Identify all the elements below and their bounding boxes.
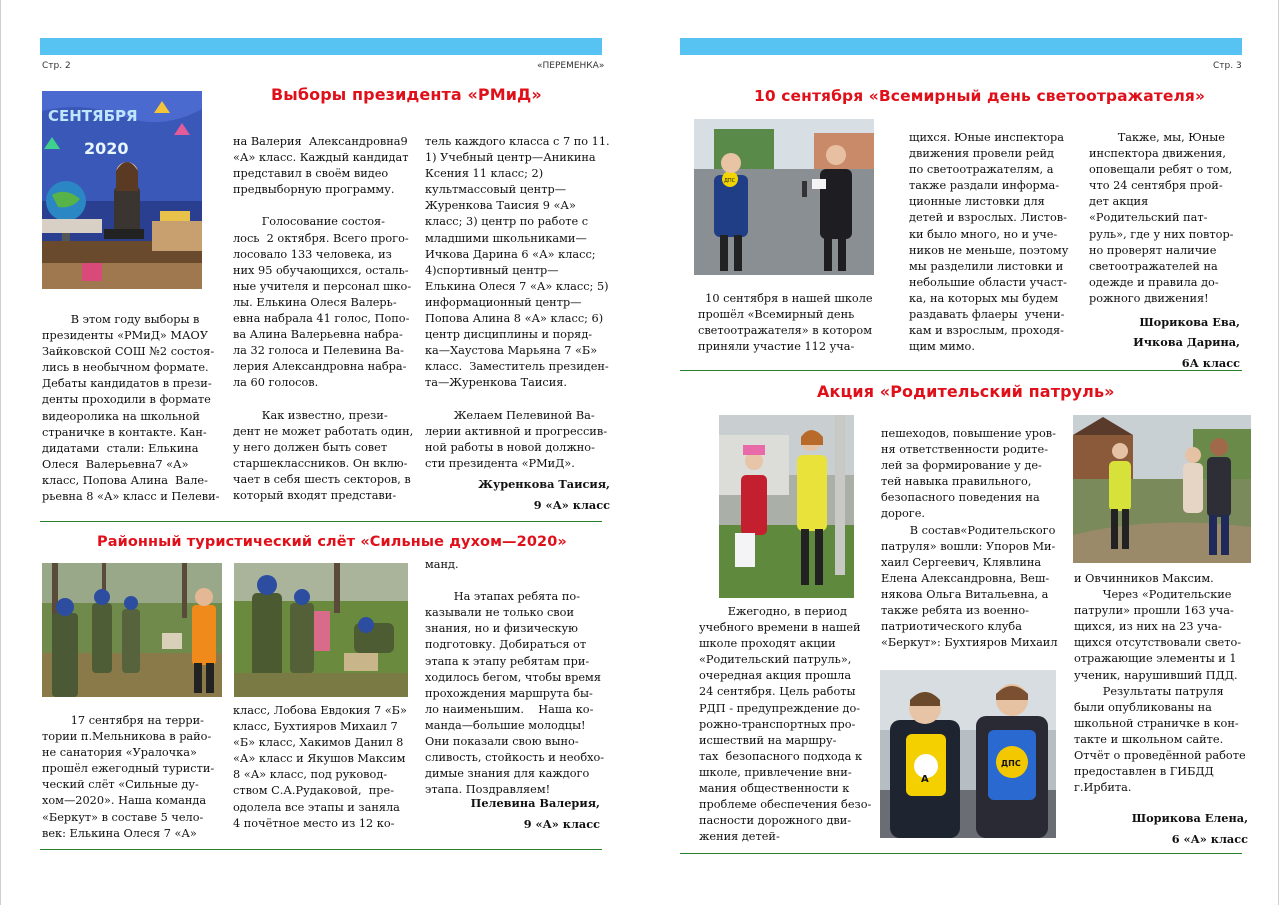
top-accent-bar-right	[680, 38, 1242, 55]
elections-signature-class: 9 «А» класс	[533, 498, 610, 512]
photo-reflector	[694, 119, 874, 275]
reflector-signature-class: 6А класс	[1181, 356, 1240, 370]
reflector-badge-text: ДПС	[724, 178, 736, 184]
reflector-signature-name1: Шорикова Ева,	[1139, 315, 1240, 329]
photo-patrol-2	[1073, 415, 1251, 563]
elections-col1: В этом году выборы в президенты «РМиД» МАОУ Зайковской СОШ №2 состоя- лись в необычном формате. Дебаты кандидатов в прези- денты проходили в формате видеоролика на школьной страничке в контакте. Кан- дидатами стали: Елькина Олеся Валерьевна7 «А» класс, Попова Алина Вале- рьевна 8 «А» класс и Пелеви-	[42, 313, 220, 504]
patrol-badge-dps: ДПС	[1001, 759, 1021, 768]
photo-patrol-1	[719, 415, 854, 598]
photo-patrol-3	[880, 670, 1056, 838]
top-accent-bar-left	[40, 38, 602, 55]
headline-patrol: Акция «Родительский патруль»	[817, 382, 1115, 401]
headline-elections: Выборы президента «РМиД»	[271, 85, 542, 104]
headline-reflector: 10 сентября «Всемирный день светоотражателя»	[754, 87, 1206, 105]
rally-col2: класс, Лобова Евдокия 7 «Б» класс, Бухтияров Михаил 7 «Б» класс, Хакимов Данил 8 «А» класс и Якушов Максим 8 «А» класс, под руковод- ством С.А.Рудаковой, пре- одолела все этапы и заняла 4 почётное место из 12 ко-	[233, 704, 407, 830]
patrol-col1: Ежегодно, в период учебного времени в нашей школе проходят акции «Родительский патруль», очередная акция прошла 24 сентября. Цель работы РДП - предупреждение до- рожно-транспортных про- исшествий на маршру- тах безопасного подхода к школе, привлечение вни- мания общественности к проблеме обеспечения безо- пасности дорожного дви- жения детей-	[699, 605, 872, 844]
elections-signature-name: Журенкова Таисия,	[478, 477, 610, 491]
patrol-col2: пешеходов, повышение уров- ня ответственности родите- лей за формирование у де- тей навыка правильного, безопасного поведения на дороге. В состав«Родительского патруля» вошли: Упоров Ми- хаил Сергеевич, Клявлина Елена Александровна, Веш- някова Ольга Витальевна, а также ребята из военно- патриотического клуба «Беркут»: Бухтияров Михаил	[881, 427, 1058, 650]
photo-year-text: 2020	[84, 139, 129, 158]
elections-col2: на Валерия Александровна9 «А» класс. Каждый кандидат представил в своём видео предвыборную программу. Голосование состоя- лось 2 октября. Всего прого- лосовало 133 человека, из них 95 обучающихся, осталь- ные учителя и персонал шко- лы. Елькина Олеся Валерь- евна набрала 41 голос, Попо- ва Алина Валерьевна набра- ла 32 голоса и Пелевина Ва- лерия Александровна набра- ла 60 голосов. Как известно, прези- дент не может работать один, у него должен быть совет старшеклассников. Он вклю- чает в себя шесть секторов, в который входят представи-	[233, 135, 414, 503]
reflector-col1: 10 сентября в нашей школе прошёл «Всемирный день светоотражателя» в котором приняли участие 112 уча-	[698, 292, 873, 354]
divider-right-2	[680, 853, 1242, 854]
photo-cadets-outdoors-icon	[42, 563, 222, 697]
reflector-col2: щихся. Юные инспектора движения провели рейд по светоотражателям, а также раздали информа- ционные листовки для детей и взрослых. Листов- ки было много, но и уче- ников не меньше, поэтому мы разделили листовки и небольшие области участ- ка, на которых мы будем раздавать флаеры учени- кам и взрослым, проходя- щим мимо.	[909, 131, 1069, 354]
photo-two-boys-vests-icon	[880, 670, 1056, 838]
headline-rally: Районный туристический слёт «Сильные духом—2020»	[97, 534, 567, 550]
rally-col1: 17 сентября на терри- тории п.Мельникова в райо- не санатория «Уралочка» прошёл ежегодный туристи- ческий слёт «Сильные ду- хом—2020». Наша команда «Беркут» в составе 5 чело- век: Елькина Олеся 7 «А»	[42, 714, 215, 840]
photo-parent-and-child-icon	[719, 415, 854, 598]
photo-girl-at-desk-icon	[42, 91, 202, 289]
reflector-col3: Также, мы, Юные инспектора движения, оповещали ребят о том, что 24 сентября прой- дет акция «Родительский пат- руль», где у них повтор- но проверят наличие светоотражателей на одежде и правила до- рожного движения!	[1089, 131, 1234, 305]
patrol-badge-a: А	[921, 774, 929, 785]
photo-rally-1	[42, 563, 222, 697]
elections-col3: тель каждого класса с 7 по 11. 1) Учебный центр—Аникина Ксения 11 класс; 2) культмассовый центр— Журенкова Таисия 9 «А» класс; 3) центр по работе с младшими школьниками— Ичкова Дарина 6 «А» класс; 4)спортивный центр— Елькина Олеся 7 «А» класс; 5) информационный центр— Попова Алина 8 «А» класс; 6) центр дисциплины и поряд- ка—Хаустова Марьяна 7 «Б» класс. Заместитель президен- та—Журенкова Таисия. Желаем Пелевиной Ва- лерии активной и прогрессив- ной работы в новой должно- сти президента «РМиД».	[425, 135, 610, 470]
rally-signature-name: Пелевина Валерия,	[470, 796, 600, 810]
patrol-signature-class: 6 «А» класс	[1171, 832, 1248, 846]
patrol-col3: и Овчинников Максим. Через «Родительские патрули» прошли 163 уча- щихся, из них на 23 уча- щихся отсутствовали свето- отражающие элементы и 1 ученик, нарушивший ПДД. Результаты патруля были опубликованы на школьной страничке в кон- такте и школьном сайте. Отчёт о проведённой работе предоставлен в ГИБДД г.Ирбита.	[1074, 572, 1246, 795]
photo-sign-text: СЕНТЯБРЯ	[48, 107, 138, 125]
page-edge-right	[1278, 0, 1279, 905]
page-number-right: Стр. 3	[1213, 61, 1242, 71]
photo-rally-2	[234, 563, 408, 697]
photo-cadets-tying-icon	[234, 563, 408, 697]
reflector-signature-name2: Ичкова Дарина,	[1133, 335, 1240, 349]
page-edge-left	[0, 0, 1, 905]
paper-name: «ПЕРЕМЕНКА»	[537, 61, 605, 71]
divider-left-1	[40, 521, 602, 522]
photo-girls-with-leaflets-icon	[694, 119, 874, 275]
page-number-left: Стр. 2	[42, 61, 71, 71]
rally-signature-class: 9 «А» класс	[523, 817, 600, 831]
rally-col3: манд. На этапах ребята по- казывали не только свои знания, но и физическую подготовку. Добираться от этапа к этапу ребятам при- ходилось бегом, чтобы время прохождения маршрута бы- ло наименьшим. Наша ко- манда—большие молодцы! Они показали свою выно- сливость, стойкость и необхо- димые знания для каждого этапа. Поздравляем!	[425, 558, 605, 797]
photo-patrol-on-street-icon	[1073, 415, 1251, 563]
divider-left-2	[40, 849, 602, 850]
patrol-signature-name: Шорикова Елена,	[1131, 811, 1248, 825]
photo-elections	[42, 91, 202, 289]
divider-right-1	[680, 370, 1242, 371]
